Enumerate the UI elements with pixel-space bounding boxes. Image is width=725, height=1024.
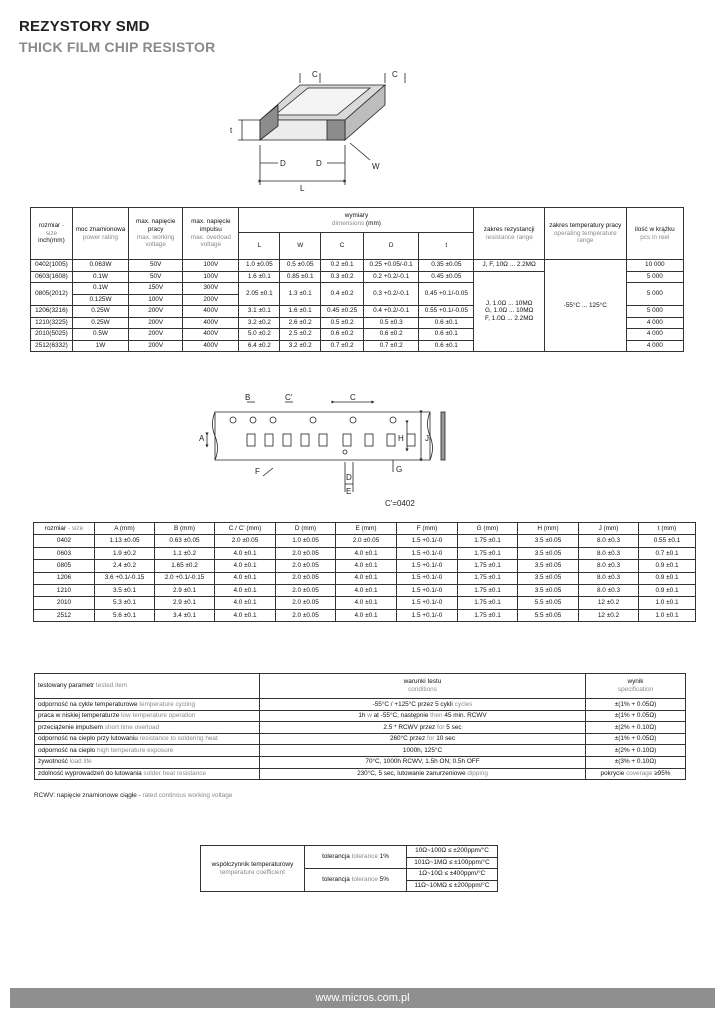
cell-volt: 200V — [129, 340, 183, 352]
cell: 1.75 ±0.1 — [458, 547, 518, 559]
cell-condition: 230°C, 5 sec, lutowanie zanurzeniowe dipping — [260, 768, 586, 780]
cell: 2010 — [34, 597, 95, 609]
cell: 2.0 ±0.05 — [276, 572, 336, 584]
cell: 2.9 ±0.1 — [155, 597, 215, 609]
table-row — [201, 846, 498, 858]
cell-t: 0.55 +0.1/-0.05 — [419, 306, 474, 318]
cell-pcs: 4 000 — [626, 340, 683, 352]
cell-item: praca w niskiej temperaturze low temperature operation — [35, 710, 260, 722]
resistor-dimension-diagram — [220, 65, 410, 197]
page-title: REZYSTORY SMD — [19, 18, 150, 35]
header-dim-t: t — [419, 233, 474, 260]
header-dim-d: D — [364, 233, 419, 260]
cell-size: 2010(5025) — [31, 329, 73, 341]
table-row — [35, 768, 686, 780]
cell: 8.0 ±0.3 — [579, 584, 639, 596]
cell-power: 0.063W — [72, 260, 128, 272]
dim-label-l: L — [300, 184, 305, 193]
cell-pulse: 300V — [183, 283, 239, 295]
header-h: H (mm) — [518, 523, 579, 535]
cell-resistance-range: J, 1.0Ω ... 10MΩ G, 1.0Ω ... 10MΩ F, 1.0Ω ... 2.2MΩ — [474, 271, 545, 352]
table-row — [34, 535, 696, 547]
cell: 2.4 ±0.2 — [95, 560, 155, 572]
cell: 1.75 ±0.1 — [458, 609, 518, 621]
header-g: G (mm) — [458, 523, 518, 535]
header-power: moc znamionowa power rating — [72, 208, 128, 260]
cell-condition: 70°C, 1000h RCWV, 1.5h ON; 0.5h OFF — [260, 756, 586, 768]
cell-volt: 50V — [129, 271, 183, 283]
cell: 4.0 ±0.1 — [215, 560, 276, 572]
cell-w: 2.5 ±0.2 — [280, 329, 321, 341]
cell: 0603 — [34, 547, 95, 559]
cell: 1.5 +0.1/-0 — [397, 597, 458, 609]
cell: 2.0 ±0.05 — [276, 597, 336, 609]
cell: 12 ±0.2 — [579, 609, 639, 621]
cell-pulse: 100V — [183, 271, 239, 283]
dim-label-w: W — [372, 162, 380, 171]
dim-label-g: G — [396, 465, 403, 474]
cell-c: 0.3 ±0.2 — [321, 271, 364, 283]
tape-note: C'=0402 — [385, 499, 415, 508]
header-t: t (mm) — [639, 523, 696, 535]
table-row — [34, 609, 696, 621]
cell: 5.3 ±0.1 — [95, 597, 155, 609]
cell-d: 0.6 ±0.2 — [364, 329, 419, 341]
cell: 3.5 ±0.05 — [518, 584, 579, 596]
cell: 0402 — [34, 535, 95, 547]
cell-spec: pokrycie coverage ≥95% — [586, 768, 686, 780]
cell: 1.75 ±0.1 — [458, 535, 518, 547]
cell-w: 3.2 ±0.2 — [280, 340, 321, 352]
cell-l: 3.2 ±0.2 — [239, 317, 280, 329]
table-row — [34, 572, 696, 584]
table-row — [35, 745, 686, 757]
cell-t: 0.45 +0.1/-0.05 — [419, 283, 474, 306]
dim-label-c-prime: C' — [285, 393, 293, 402]
cell: 1.5 +0.1/-0 — [397, 560, 458, 572]
cell: 4.0 ±0.1 — [336, 609, 397, 621]
cell-d: 0.5 ±0.3 — [364, 317, 419, 329]
cell-spec: ±(2% + 0.10Ω) — [586, 722, 686, 734]
cell: 1.5 +0.1/-0 — [397, 572, 458, 584]
header-c: C / C' (mm) — [215, 523, 276, 535]
cell: 1.5 +0.1/-0 — [397, 609, 458, 621]
cell-pulse: 100V — [183, 260, 239, 272]
cell: 1.0 ±0.1 — [639, 597, 696, 609]
cell-tc-value: 11Ω~10MΩ ≤ ±200ppm/°C — [407, 880, 498, 892]
cell-size: 1206(3216) — [31, 306, 73, 318]
cell-tc-value: 101Ω~1MΩ ≤ ±100ppm/°C — [407, 857, 498, 869]
cell: 4.0 ±0.1 — [336, 547, 397, 559]
cell: 5.5 ±0.05 — [518, 597, 579, 609]
cell-l: 2.05 ±0.1 — [239, 283, 280, 306]
resistor-spec-table — [30, 207, 684, 352]
table-row — [35, 699, 686, 711]
table-header-row — [34, 523, 696, 535]
header-e: E (mm) — [336, 523, 397, 535]
cell: 8.0 ±0.3 — [579, 535, 639, 547]
dim-label-d: D — [280, 159, 286, 168]
cell: 8.0 ±0.3 — [579, 547, 639, 559]
header-dimensions: wymiary dimensions (mm) — [239, 208, 474, 233]
cell-t: 0.45 ±0.05 — [419, 271, 474, 283]
cell: 1.5 +0.1/-0 — [397, 584, 458, 596]
cell: 5.6 ±0.1 — [95, 609, 155, 621]
cell-l: 6.4 ±0.2 — [239, 340, 280, 352]
cell-c: 0.4 ±0.2 — [321, 283, 364, 306]
cell-item: odporność na ciepło high temperature exposure — [35, 745, 260, 757]
header-dim-c: C — [321, 233, 364, 260]
cell: 0.55 ±0.1 — [639, 535, 696, 547]
cell: 8.0 ±0.3 — [579, 572, 639, 584]
dim-label-a: A — [199, 434, 205, 443]
table-row — [34, 560, 696, 572]
cell: 0.9 ±0.1 — [639, 584, 696, 596]
cell: 4.0 ±0.1 — [215, 572, 276, 584]
cell: 0805 — [34, 560, 95, 572]
cell: 3.6 +0.1/-0.15 — [95, 572, 155, 584]
cell: 1.0 ±0.05 — [276, 535, 336, 547]
cell: 4.0 ±0.1 — [336, 584, 397, 596]
cell: 3.5 ±0.05 — [518, 547, 579, 559]
cell-temp-range: -55°C ... 125°C — [544, 260, 626, 352]
cell: 2.0 ±0.05 — [276, 584, 336, 596]
reliability-test-table — [34, 673, 686, 780]
cell-l: 3.1 ±0.1 — [239, 306, 280, 318]
cell-t: 0.35 ±0.05 — [419, 260, 474, 272]
cell-condition: 2.5 * RCWV przez for 5 sec — [260, 722, 586, 734]
cell-t: 0.6 ±0.1 — [419, 317, 474, 329]
cell-volt: 200V — [129, 329, 183, 341]
table-row — [35, 733, 686, 745]
cell-pulse: 400V — [183, 340, 239, 352]
cell-pcs: 5 000 — [626, 283, 683, 306]
cell-size: 2512(6332) — [31, 340, 73, 352]
cell: 4.0 ±0.1 — [215, 609, 276, 621]
cell-volt: 100V — [129, 294, 183, 306]
cell-c: 0.2 ±0.1 — [321, 260, 364, 272]
cell: 4.0 ±0.1 — [215, 597, 276, 609]
cell-volt: 150V — [129, 283, 183, 295]
cell-spec: ±(1% + 0.05Ω) — [586, 733, 686, 745]
cell: 1.75 ±0.1 — [458, 584, 518, 596]
header-dim-w: W — [280, 233, 321, 260]
cell: 1206 — [34, 572, 95, 584]
cell: 5.5 ±0.05 — [518, 609, 579, 621]
cell-spec: ±(1% + 0.05Ω) — [586, 699, 686, 711]
cell: 3.5 ±0.1 — [95, 584, 155, 596]
cell-pcs: 5 000 — [626, 271, 683, 283]
cell: 0.7 ±0.1 — [639, 547, 696, 559]
cell: 4.0 ±0.1 — [215, 547, 276, 559]
cell-w: 0.85 ±0.1 — [280, 271, 321, 283]
cell-l: 1.6 ±0.1 — [239, 271, 280, 283]
cell: 3.4 ±0.1 — [155, 609, 215, 621]
cell-spec: ±(3% + 0.10Ω) — [586, 756, 686, 768]
cell: 2.0 ±0.05 — [336, 535, 397, 547]
cell-l: 1.0 ±0.05 — [239, 260, 280, 272]
cell: 1.9 ±0.2 — [95, 547, 155, 559]
dim-label-c: C — [312, 70, 318, 79]
cell-w: 0.5 ±0.05 — [280, 260, 321, 272]
table-header-row — [35, 674, 686, 699]
cell: 3.5 ±0.05 — [518, 560, 579, 572]
dim-label-d: D — [346, 473, 352, 482]
cell: 3.5 ±0.05 — [518, 572, 579, 584]
rcwv-note: RCWV: napięcie znamionowe ciągłe - rated continous working voltage — [34, 792, 233, 799]
dim-label-t: t — [230, 126, 233, 135]
cell: 2.0 ±0.05 — [276, 609, 336, 621]
cell: 4.0 ±0.1 — [215, 584, 276, 596]
cell: 4.0 ±0.1 — [336, 560, 397, 572]
cell-d: 0.7 ±0.2 — [364, 340, 419, 352]
cell-t: 0.6 ±0.1 — [419, 329, 474, 341]
cell-tolerance-1: tolerancja tolerance 1% — [305, 846, 407, 869]
cell-condition: -55°C / +125°C przez 5 cykli cycles — [260, 699, 586, 711]
cell-spec: ±(2% + 0.10Ω) — [586, 745, 686, 757]
dim-label-b: B — [245, 393, 251, 402]
cell-pulse: 400V — [183, 306, 239, 318]
cell: 1.65 ±0.2 — [155, 560, 215, 572]
table-row — [35, 756, 686, 768]
cell-item: zdolność wyprowadzeń do lutowania solder heat resistance — [35, 768, 260, 780]
cell-t: 0.6 ±0.1 — [419, 340, 474, 352]
cell-power: 0.25W — [72, 317, 128, 329]
dim-label-e: E — [346, 487, 352, 496]
cell-condition: 260°C przez for 10 sec — [260, 733, 586, 745]
dim-label-h: H — [398, 434, 404, 443]
cell-pcs: 4 000 — [626, 317, 683, 329]
cell-tc-value: 1Ω~10Ω ≤ ±400ppm/°C — [407, 869, 498, 881]
cell: 1.1 ±0.2 — [155, 547, 215, 559]
cell-c: 0.6 ±0.2 — [321, 329, 364, 341]
cell-volt: 200V — [129, 317, 183, 329]
cell: 0.9 ±0.1 — [639, 560, 696, 572]
cell-power: 0.5W — [72, 329, 128, 341]
page-subtitle: THICK FILM CHIP RESISTOR — [19, 39, 216, 55]
cell: 8.0 ±0.3 — [579, 560, 639, 572]
cell-item: przeciążenie impulsem short time overload — [35, 722, 260, 734]
cell: 1210 — [34, 584, 95, 596]
header-size: rozmiar - size inch(mm) — [31, 208, 73, 260]
cell: 1.5 +0.1/-0 — [397, 535, 458, 547]
header-a: A (mm) — [95, 523, 155, 535]
header-conditions: warunki testu conditions — [260, 674, 586, 699]
header-pulse: max. napięcie impulsu max. overload voltage — [183, 208, 239, 260]
table-row — [35, 710, 686, 722]
dim-label-c: C — [350, 393, 356, 402]
cell-condition: 1h w at -55°C, następnie then 45 min. RCWV — [260, 710, 586, 722]
tape-dimension-table — [33, 522, 696, 622]
cell: 4.0 ±0.1 — [336, 572, 397, 584]
cell-d: 0.25 +0.05/-0.1 — [364, 260, 419, 272]
cell: 2512 — [34, 609, 95, 621]
dim-label-d: D — [316, 159, 322, 168]
cell-pcs: 5 000 — [626, 306, 683, 318]
cell: 3.5 ±0.05 — [518, 535, 579, 547]
cell-c: 0.45 ±0.25 — [321, 306, 364, 318]
header-pcs: ilość w krążku pcs in reel — [626, 208, 683, 260]
cell-condition: 1000h, 125°C — [260, 745, 586, 757]
cell-w: 1.3 ±0.1 — [280, 283, 321, 306]
cell-item: odporność na ciepło przy lutowaniu resistance to soldering heat — [35, 733, 260, 745]
header-f: F (mm) — [397, 523, 458, 535]
cell-power: 0.25W — [72, 306, 128, 318]
table-row — [31, 260, 684, 272]
cell-d: 0.2 +0.2/-0.1 — [364, 271, 419, 283]
cell-pulse: 400V — [183, 317, 239, 329]
cell: 1.75 ±0.1 — [458, 572, 518, 584]
table-row — [35, 722, 686, 734]
header-resistance: zakres rezystancji resistance range — [474, 208, 545, 260]
temperature-coefficient-table — [200, 845, 498, 892]
cell-spec: ±(1% + 0.05Ω) — [586, 710, 686, 722]
cell-tolerance-5: tolerancja tolerance 5% — [305, 869, 407, 892]
table-row — [34, 584, 696, 596]
cell: 2.9 ±0.1 — [155, 584, 215, 596]
cell: 1.75 ±0.1 — [458, 597, 518, 609]
cell-d: 0.3 +0.2/-0.1 — [364, 283, 419, 306]
footer-url[interactable]: www.micros.com.pl — [10, 988, 715, 1008]
header-size: rozmiar - size — [34, 523, 95, 535]
dim-label-f: F — [255, 467, 260, 476]
cell-c: 0.5 ±0.2 — [321, 317, 364, 329]
cell-pcs: 10 000 — [626, 260, 683, 272]
cell-size: 0402(1005) — [31, 260, 73, 272]
cell: 0.9 ±0.1 — [639, 572, 696, 584]
cell-resistance-range: J, F, 10Ω ... 2.2MΩ — [474, 260, 545, 272]
dim-label-c: C — [392, 70, 398, 79]
cell: 1.5 +0.1/-0 — [397, 547, 458, 559]
cell: 4.0 ±0.1 — [336, 597, 397, 609]
cell-tc-value: 10Ω~100Ω ≤ ±200ppm/°C — [407, 846, 498, 858]
cell: 2.0 ±0.05 — [215, 535, 276, 547]
cell-w: 2.6 ±0.2 — [280, 317, 321, 329]
cell-pulse: 400V — [183, 329, 239, 341]
cell: 2.0 ±0.05 — [276, 560, 336, 572]
header-dim-l: L — [239, 233, 280, 260]
cell-w: 1.6 ±0.1 — [280, 306, 321, 318]
carrier-tape-diagram — [195, 388, 465, 510]
cell-power: 0.125W — [72, 294, 128, 306]
header-temperature: zakres temperatury pracy operating temperature range — [544, 208, 626, 260]
cell-volt: 200V — [129, 306, 183, 318]
cell-d: 0.4 +0.2/-0.1 — [364, 306, 419, 318]
cell-tc-label: współczynnik temperaturowy temperature coefficient — [201, 846, 305, 892]
cell-power: 1W — [72, 340, 128, 352]
cell: 1.13 ±0.05 — [95, 535, 155, 547]
header-j: J (mm) — [579, 523, 639, 535]
header-d: D (mm) — [276, 523, 336, 535]
cell-size: 0603(1608) — [31, 271, 73, 283]
header-specification: wynik specification — [586, 674, 686, 699]
table-row — [34, 597, 696, 609]
header-volt: max. napięcie pracy max. working voltage — [129, 208, 183, 260]
cell-pulse: 200V — [183, 294, 239, 306]
cell-c: 0.7 ±0.2 — [321, 340, 364, 352]
dim-label-j: J — [425, 434, 429, 443]
cell-l: 5.0 ±0.2 — [239, 329, 280, 341]
header-b: B (mm) — [155, 523, 215, 535]
table-row — [34, 547, 696, 559]
cell-item: żywotność load life — [35, 756, 260, 768]
cell: 0.63 ±0.05 — [155, 535, 215, 547]
cell-power: 0.1W — [72, 283, 128, 295]
cell-size: 0805(2012) — [31, 283, 73, 306]
cell: 2.0 +0.1/-0.15 — [155, 572, 215, 584]
cell-size: 1210(3225) — [31, 317, 73, 329]
header-tested-item: testowany parametr tested item — [35, 674, 260, 699]
cell-item: odporność na cykle temperaturowe temperature cycling — [35, 699, 260, 711]
cell-power: 0.1W — [72, 271, 128, 283]
cell: 2.0 ±0.05 — [276, 547, 336, 559]
cell: 12 ±0.2 — [579, 597, 639, 609]
cell: 1.75 ±0.1 — [458, 560, 518, 572]
cell-pcs: 4 000 — [626, 329, 683, 341]
cell-volt: 50V — [129, 260, 183, 272]
cell: 1.0 ±0.1 — [639, 609, 696, 621]
